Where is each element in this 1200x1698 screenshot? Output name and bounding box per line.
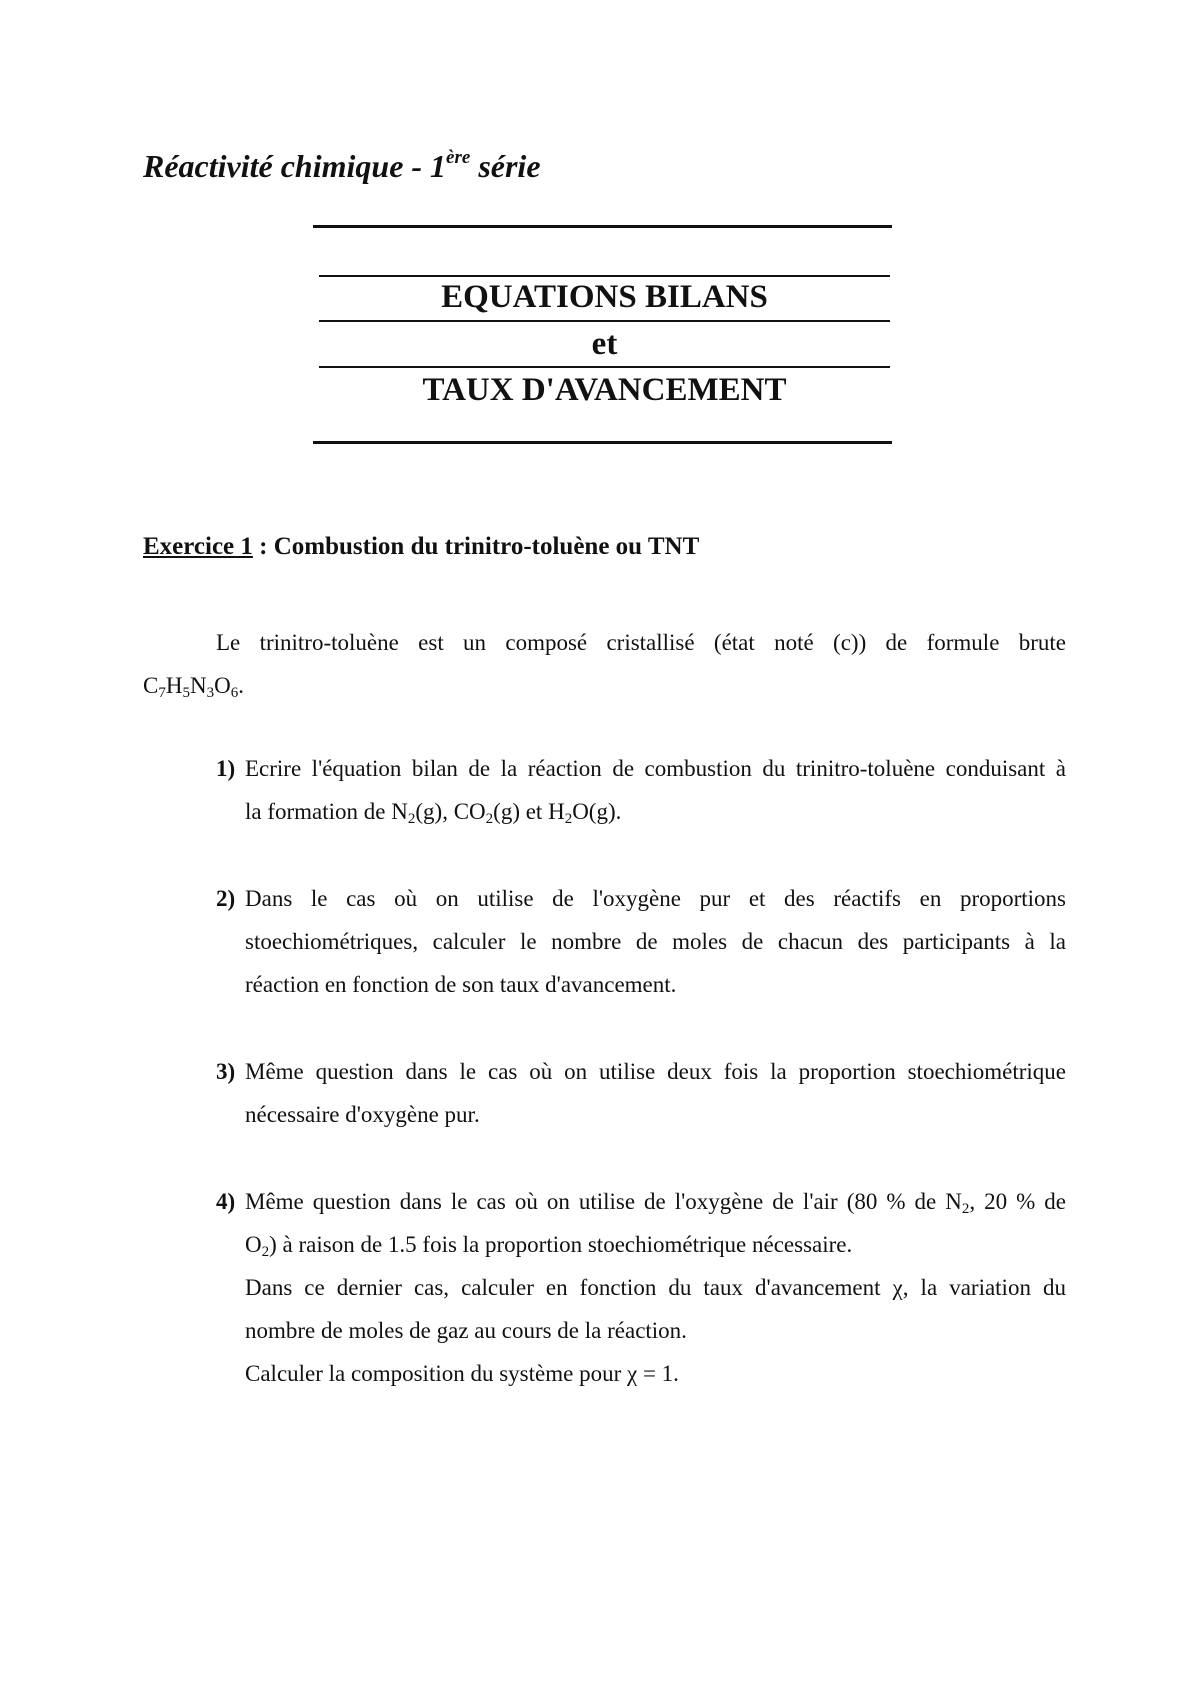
title-rule-2 xyxy=(319,320,890,322)
title-line-2: et xyxy=(591,326,618,362)
series-heading-superscript: ère xyxy=(446,147,471,169)
question-line: Calculer la composition du système pour χ = 1. xyxy=(245,1361,679,1386)
intro-paragraph xyxy=(143,621,1066,707)
question-number: 2) xyxy=(216,886,236,911)
title-rule-3 xyxy=(319,366,890,368)
title-rule-bottom xyxy=(313,441,892,444)
exercise-title: Combustion du trinitro-toluène ou TNT xyxy=(273,533,700,560)
question-line: la formation de $N_2(g)$, $CO_2(g)$ et $H_2O(g)$. xyxy=(245,799,622,827)
series-heading-main: Réactivité chimique - 1 xyxy=(143,148,447,184)
intro-line-1: Le trinitro-toluène est un composé cristallisé (état noté (c)) de formule brute xyxy=(216,630,1066,655)
series-heading-end: série xyxy=(470,148,541,184)
question-3 xyxy=(216,1050,1066,1136)
question-number: 4) xyxy=(216,1189,236,1214)
question-line: Même question dans le cas où on utilise deux fois la proportion stoechiométrique xyxy=(245,1059,1066,1084)
question-4 xyxy=(216,1180,1066,1395)
question-line: Ecrire l'équation bilan de la réaction de combustion du trinitro-toluène conduisant à xyxy=(245,756,1066,781)
question-line: nécessaire d'oxygène pur. xyxy=(245,1102,480,1127)
question-1 xyxy=(216,747,1066,833)
question-line: $O_2$) à raison de 1.5 fois la proportion stoechiométrique nécessaire. xyxy=(245,1232,853,1260)
title-rule-top xyxy=(313,225,892,228)
question-line: stoechiométriques, calculer le nombre de moles de chacun des participants à la xyxy=(245,929,1066,954)
question-number: 3) xyxy=(216,1059,236,1084)
question-line: Dans ce dernier cas, calculer en fonction du taux d'avancement χ, la variation du xyxy=(245,1275,1066,1300)
title-line-3: TAUX D'AVANCEMENT xyxy=(422,372,787,408)
question-line: réaction en fonction de son taux d'avancement. xyxy=(245,972,677,997)
intro-formula: $C_7H_5N_3O_6$. xyxy=(143,673,244,701)
question-line: nombre de moles de gaz au cours de la réaction. xyxy=(245,1318,687,1343)
question-2 xyxy=(216,877,1066,1006)
exercise-label: Exercice 1 xyxy=(143,533,253,560)
question-number: 1) xyxy=(216,756,236,781)
title-rule-1 xyxy=(319,275,890,277)
title-line-1: EQUATIONS BILANS xyxy=(441,279,768,315)
question-line: Même question dans le cas où on utilise de l'oxygène de l'air (80 % de $N_2$, 20 % de xyxy=(245,1189,1066,1217)
series-heading xyxy=(143,148,541,185)
exercise-heading xyxy=(143,533,699,561)
exercise-separator: : xyxy=(252,533,274,560)
question-line: Dans le cas où on utilise de l'oxygène pur et des réactifs en proportions xyxy=(245,886,1066,911)
